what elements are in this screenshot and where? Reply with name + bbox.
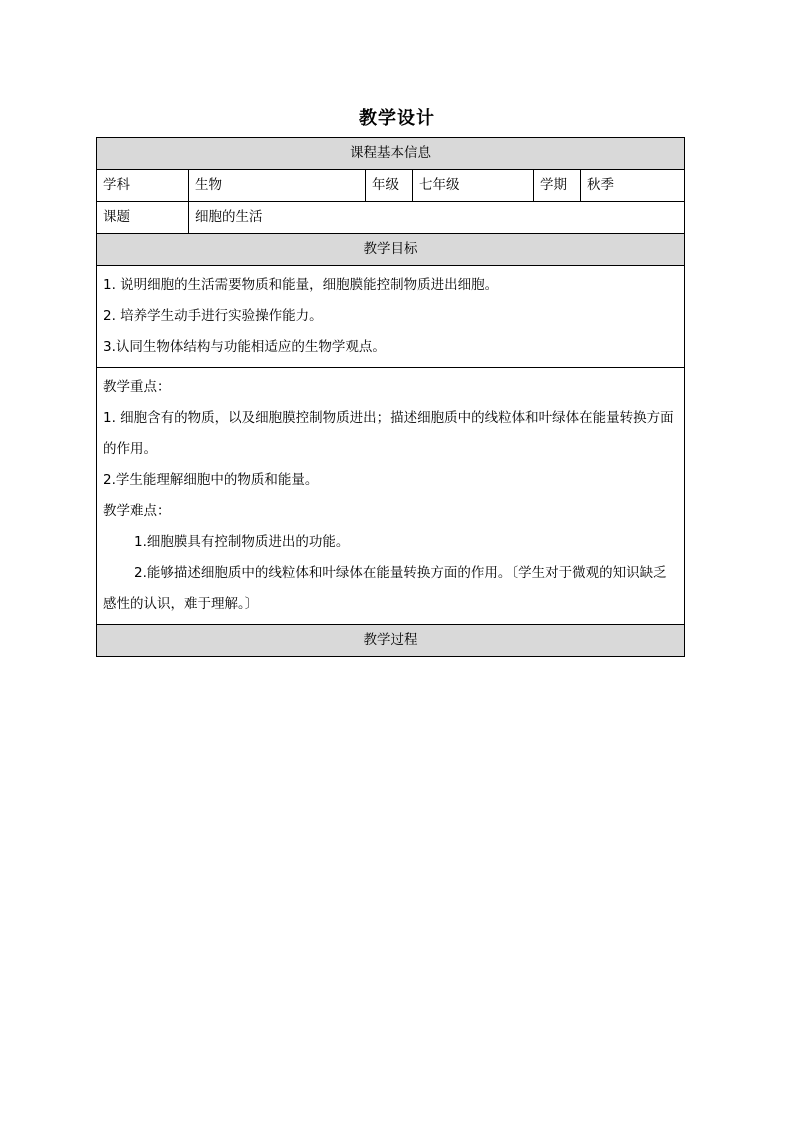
document-title: 教学设计 — [359, 108, 435, 129]
section-header-goals: 教学目标 — [97, 234, 685, 266]
difficulty-item: 1.细胞膜具有控制物质进出的功能。 — [134, 534, 350, 550]
key-point-item: 1. 细胞含有的物质，以及细胞膜控制物质进出；描述细胞质中的线粒体和叶绿体在能量转换方面的作用。 — [103, 410, 674, 457]
key-points-heading: 教学重点： — [103, 379, 171, 395]
topic-label: 课题 — [97, 202, 189, 234]
topic-value: 细胞的生活 — [189, 202, 685, 234]
grade-value: 七年级 — [413, 170, 534, 202]
section-row-goals — [97, 234, 685, 266]
goal-item: 2. 培养学生动手进行实验操作能力。 — [103, 308, 323, 324]
key-points-cell — [97, 368, 685, 625]
section-row-basic-info — [97, 138, 685, 170]
term-label: 学期 — [534, 170, 581, 202]
section-header-basic-info: 课程基本信息 — [97, 138, 685, 170]
goals-cell — [97, 266, 685, 368]
info-row — [97, 170, 685, 202]
goal-item: 1. 说明细胞的生活需要物质和能量，细胞膜能控制物质进出细胞。 — [103, 277, 499, 293]
subject-label: 学科 — [97, 170, 189, 202]
term-value: 秋季 — [581, 170, 685, 202]
subject-value: 生物 — [189, 170, 366, 202]
difficulties-heading: 教学难点： — [103, 503, 171, 519]
grade-label: 年级 — [366, 170, 413, 202]
focus-row — [97, 368, 685, 625]
key-point-item: 2.学生能理解细胞中的物质和能量。 — [103, 472, 319, 488]
goals-row — [97, 266, 685, 368]
lesson-plan-table — [96, 137, 685, 657]
goal-item: 3.认同生物体结构与功能相适应的生物学观点。 — [103, 339, 386, 355]
difficulty-item: 2.能够描述细胞质中的线粒体和叶绿体在能量转换方面的作用。〔学生对于微观的知识缺乏感性的认识，难于理解。〕 — [103, 565, 667, 612]
section-header-process: 教学过程 — [97, 625, 685, 657]
section-row-process — [97, 625, 685, 657]
topic-row — [97, 202, 685, 234]
